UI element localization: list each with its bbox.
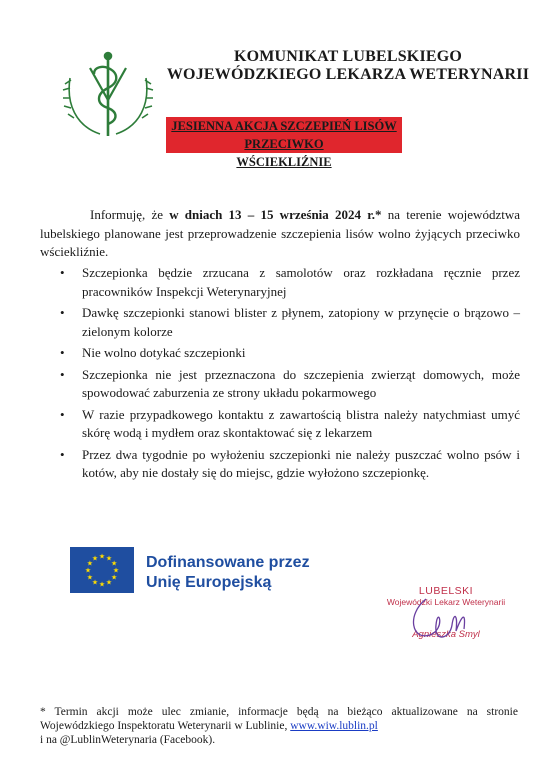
footnote-text2: i na @LublinWeterynaria (Facebook). bbox=[40, 734, 216, 746]
campaign-banner bbox=[166, 117, 402, 169]
bullet-icon: • bbox=[60, 406, 65, 422]
website-link[interactable]: www.wiw.lublin.pl bbox=[290, 720, 378, 732]
eu-star-icon: ★ bbox=[110, 573, 118, 582]
eu-star-icon: ★ bbox=[110, 559, 118, 568]
intro-text-after: na terenie województwa lubelskiego planowane jest przeprowadzenie szczepienia lisów wolno żyjących przeciwko wściekliźnie. bbox=[40, 207, 520, 259]
list-item-text: Przez dwa tygodnie po wyłożeniu szczepionki nie należy puszczać wolno psów i kotów, aby nie dostały się do miejsc, gdzie wyłożono szczepionkę. bbox=[82, 446, 520, 480]
footnote-text: * Termin akcji może ulec zmianie, informacje będą na bieżąco aktualizowane na stronie Wojewódzkiego Inspektoratu Weterynarii w Lublinie, bbox=[40, 706, 518, 732]
eu-star-icon: ★ bbox=[98, 552, 106, 561]
eu-star-icon: ★ bbox=[84, 566, 92, 575]
bullet-icon: • bbox=[60, 305, 65, 320]
bullet-icon: • bbox=[60, 345, 65, 360]
eu-star-icon: ★ bbox=[86, 559, 94, 568]
list-item bbox=[58, 366, 520, 403]
bullet-icon: • bbox=[60, 446, 65, 462]
intro-text-before: Informuję, że bbox=[90, 207, 170, 222]
signature-icon bbox=[366, 585, 526, 655]
eu-star-icon: ★ bbox=[91, 554, 99, 563]
footnote bbox=[40, 705, 518, 747]
list-item bbox=[58, 446, 520, 483]
list-item-text: Nie wolno dotykać szczepionki bbox=[82, 345, 246, 360]
stamp-line3: Agnieszka Smyl bbox=[412, 629, 480, 640]
eu-star-icon: ★ bbox=[112, 566, 120, 575]
eu-flag-icon bbox=[70, 547, 134, 593]
stamp-line1: LUBELSKI bbox=[418, 585, 474, 597]
communique-title-line1: KOMUNIKAT LUBELSKIEGO bbox=[233, 48, 463, 65]
list-item bbox=[58, 264, 520, 301]
eu-star-icon: ★ bbox=[98, 580, 106, 589]
official-stamp bbox=[366, 585, 526, 655]
eu-funding-text bbox=[146, 553, 310, 593]
eu-star-icon: ★ bbox=[86, 573, 94, 582]
intro-date: w dniach 13 – 15 września 2024 r.* bbox=[169, 207, 382, 222]
eu-star-icon: ★ bbox=[91, 578, 99, 587]
eu-star-icon: ★ bbox=[105, 578, 113, 587]
intro-paragraph bbox=[40, 206, 520, 262]
list-item bbox=[58, 406, 520, 443]
list-item bbox=[58, 344, 520, 363]
list-item-text: W razie przypadkowego kontaktu z zawartością blistra należy natychmiast umyć skórę wodą i mydłem oraz skontaktować się z lekarzem bbox=[82, 406, 520, 440]
eu-funding-line2: Unię Europejską bbox=[146, 574, 272, 591]
list-item-text: Dawkę szczepionki stanowi blister z płynem, zatopiony w przynęcie o brązowo – zielonym kolorze bbox=[82, 305, 520, 339]
campaign-banner-line1: JESIENNA AKCJA SZCZEPIEŃ LISÓW PRZECIWKO bbox=[171, 119, 397, 151]
campaign-banner-line2: WŚCIEKLIŹNIE bbox=[236, 155, 332, 169]
guidance-list bbox=[58, 264, 520, 486]
eu-funding-line1: Dofinansowane przez bbox=[146, 554, 310, 571]
bullet-icon: • bbox=[60, 265, 65, 280]
bullet-icon: • bbox=[60, 366, 65, 382]
list-item bbox=[58, 304, 520, 341]
list-item-text: Szczepionka będzie zrzucana z samolotów oraz rozkładana ręcznie przez pracowników Inspekcji Weterynaryjnej bbox=[82, 265, 520, 299]
communique-title bbox=[158, 48, 538, 84]
veterinary-emblem-icon bbox=[60, 38, 156, 146]
stamp-line2: Wojewódzki Lekarz Weterynarii bbox=[386, 597, 506, 607]
communique-title-line2: WOJEWÓDZKIEGO LEKARZA WETERYNARII bbox=[166, 66, 530, 83]
eu-star-icon: ★ bbox=[105, 554, 113, 563]
list-item-text: Szczepionka nie jest przeznaczona do szczepienia zwierząt domowych, może spowodować zaburzenia ze strony układu pokarmowego bbox=[82, 366, 520, 400]
